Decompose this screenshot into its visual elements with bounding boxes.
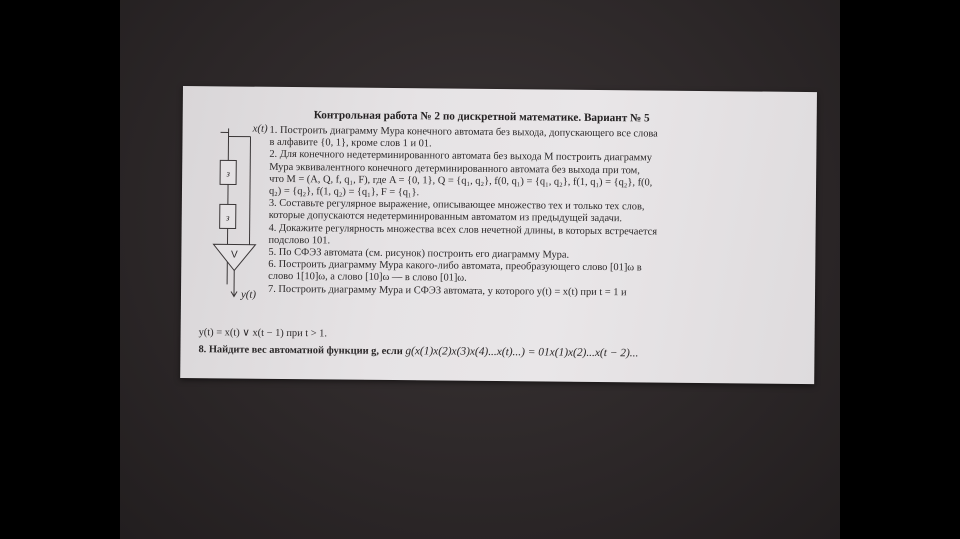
task-line: 2. Для конечного недетерминированного автомата без выхода M построить диаграмму [269,149,652,164]
task-line: 6. Построить диаграмму Мура какого-либо автомата, преобразующего слово [01]ω в [268,259,642,274]
output-label: y(t) [240,288,257,301]
circuit-svg [209,124,271,315]
task-line: подслово 101. [268,234,331,247]
task-line: Мура эквивалентного конечного детерминированного автомата без выхода при том, [269,161,640,176]
task-8 [198,343,808,361]
task-line: 3. Составьте регулярное выражение, описывающее множество тех и только тех слов, [268,198,645,213]
delay-label-1: з [226,168,230,179]
task-line: 4. Докажите регулярность множества всех слов нечетной длины, в которых встречается [268,222,658,238]
circuit-diagram [209,124,271,320]
task-line: 7. Построить диаграмму Мура и СФЭЗ автомата, у которого y(t) = x(t) при t = 1 и [268,283,627,298]
delay-label-2: з [225,212,230,223]
task-2 [269,149,809,203]
task-line: в алфавите {0, 1}, кроме слов 1 и 01. [269,137,432,150]
or-label: V [230,249,238,261]
task-8-text: 8. Найдите вес автоматной функции g, если [198,344,403,358]
task-7-continuation: y(t) = x(t) ∨ x(t − 1) при t > 1. [198,327,328,340]
task-line: которые допускаются недетерминированным автоматом из предыдущей задачи. [268,210,623,225]
task-8-formula: g(x(1)x(2)x(3)x(4)...x(t)...) = 01x(1)x(2)...x(t − 2)... [405,345,639,360]
exam-sheet [180,86,817,384]
paper-region [120,0,840,539]
task-line: что M = (A, Q, f, q₁, F), где A = {0, 1}, Q = {q₁, q₂}, f(0, q₁) = {q₁, q₂}, f(1, q₁) = {q₂}, f(0, [269,173,653,189]
task-line: слово 1[10]ω, а слово [10]ω — в слово [01]ω. [268,271,467,285]
exam-title: Контрольная работа № 2 по дискретной математике. Вариант № 5 [313,109,650,125]
bypass-wire [249,137,250,245]
photo-background [120,0,840,539]
input-label: x(t) [252,122,268,135]
task-line: 1. Построить диаграмму Мура конечного автомата без выхода, допускающего все слова [269,124,658,140]
task-list [268,125,810,301]
task-line: q₂) = {q₂}, f(1, q₂) = {q₁}, F = {q₁}. [268,185,420,199]
task-line: 5. По СФЭЗ автомата (см. рисунок) построить его диаграмму Мура. [268,246,570,261]
